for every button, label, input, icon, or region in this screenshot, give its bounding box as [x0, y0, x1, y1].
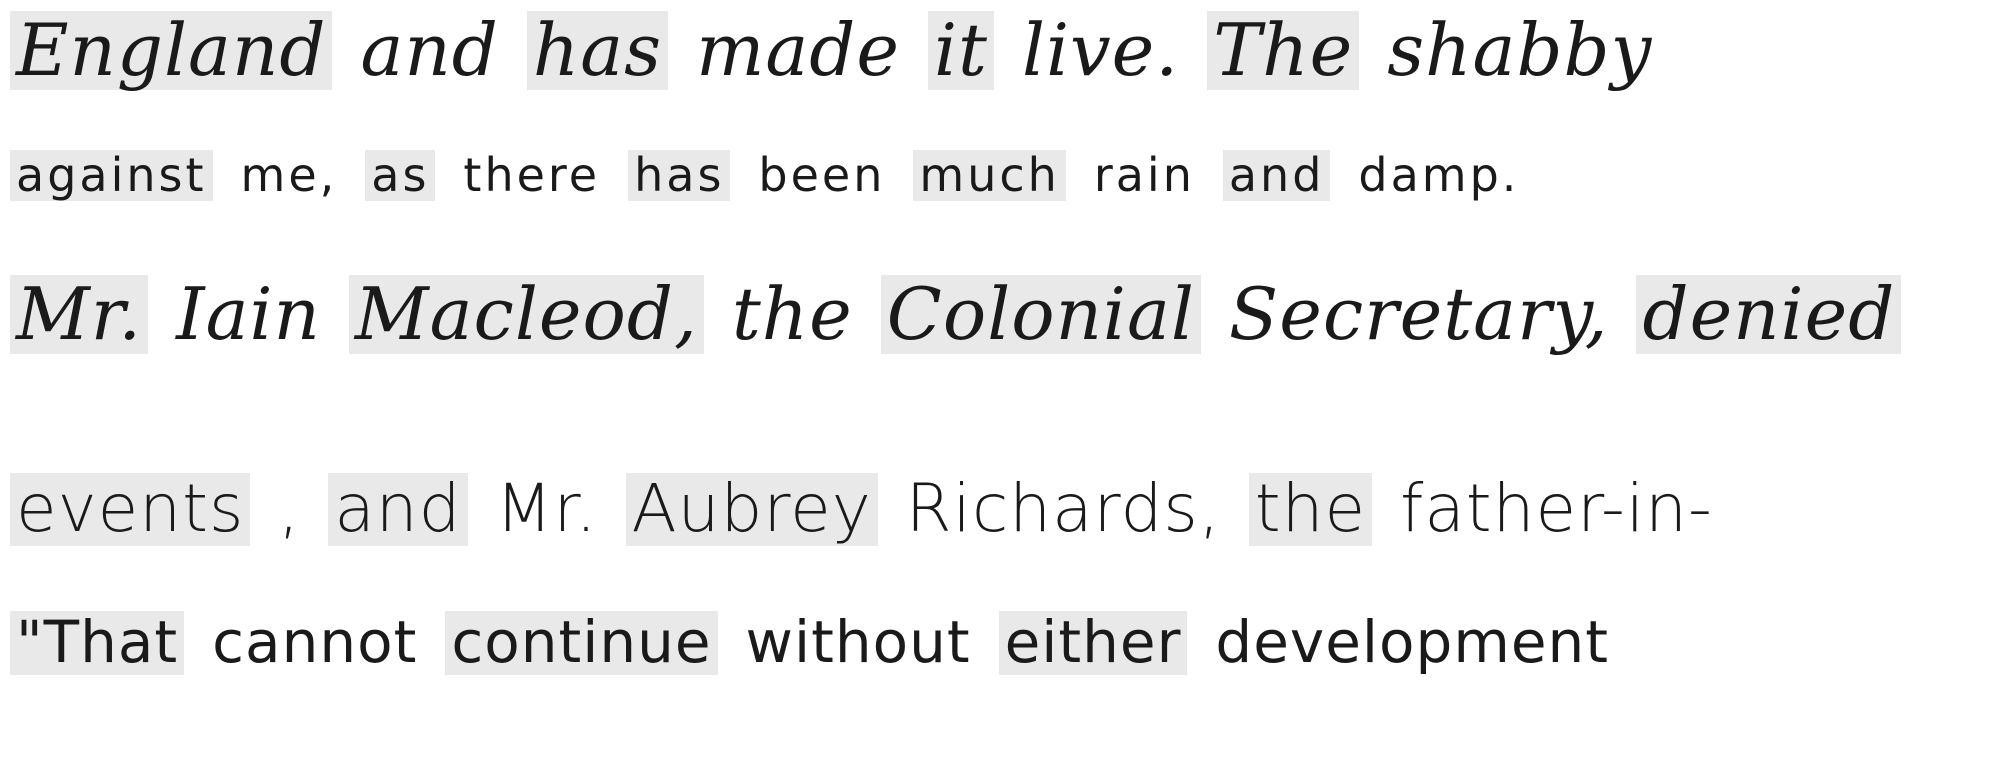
handwritten-word: Mr.	[495, 470, 598, 547]
handwritten-word: the	[731, 272, 853, 356]
handwritten-word: made	[696, 8, 900, 92]
handwritten-word: Iain	[176, 272, 321, 356]
handwritten-word: without	[745, 608, 971, 676]
handwritten-word: England	[10, 11, 332, 90]
handwritten-word: father-in-	[1400, 470, 1713, 547]
handwritten-word: "That	[10, 611, 184, 675]
handwritten-word: the	[1249, 473, 1372, 546]
handwritten-word: Richards,	[905, 470, 1221, 547]
handwritten-word: shabby	[1387, 8, 1653, 92]
line-1-words	[10, 8, 1680, 92]
handwritten-word: events	[10, 473, 250, 546]
handwritten-line-5	[10, 608, 1637, 676]
handwritten-word: there	[463, 148, 601, 202]
handwritten-word: denied	[1636, 275, 1901, 354]
handwritten-word: Colonial	[881, 275, 1201, 354]
handwritten-word: against	[10, 150, 213, 201]
handwritten-line-4	[10, 470, 1741, 547]
handwritten-word: been	[758, 148, 886, 202]
handwritten-word: Macleod,	[349, 275, 704, 354]
handwritten-word: has	[527, 11, 668, 90]
handwritten-word: ,	[278, 470, 301, 547]
line-4-words	[10, 470, 1741, 547]
handwritten-word: rain	[1093, 148, 1195, 202]
handwritten-word: has	[628, 150, 730, 201]
line-3-words	[10, 272, 1923, 356]
handwritten-word: development	[1215, 608, 1610, 676]
handwritten-line-2	[10, 148, 1547, 202]
line-2-words	[10, 148, 1547, 202]
handwritten-word: The	[1207, 11, 1359, 90]
handwritten-word: continue	[445, 611, 717, 675]
handwritten-word: and	[1223, 150, 1331, 201]
handwritten-word: and	[328, 473, 467, 546]
handwritten-word: much	[913, 150, 1065, 201]
handwritten-line-1	[10, 8, 1680, 92]
handwritten-word: as	[365, 150, 435, 201]
handwritten-word: Mr.	[10, 275, 148, 354]
handwritten-word: live.	[1021, 8, 1180, 92]
handwritten-word: cannot	[212, 608, 418, 676]
line-5-words	[10, 608, 1637, 676]
handwritten-word: either	[999, 611, 1188, 675]
handwritten-line-3	[10, 272, 1923, 356]
handwritten-word: me,	[240, 148, 338, 202]
handwritten-word: and	[360, 8, 499, 92]
handwritten-word: it	[928, 11, 994, 90]
handwritten-word: Aubrey	[626, 473, 878, 546]
handwritten-word: Secretary,	[1228, 272, 1609, 356]
handwritten-word: damp.	[1358, 148, 1520, 202]
